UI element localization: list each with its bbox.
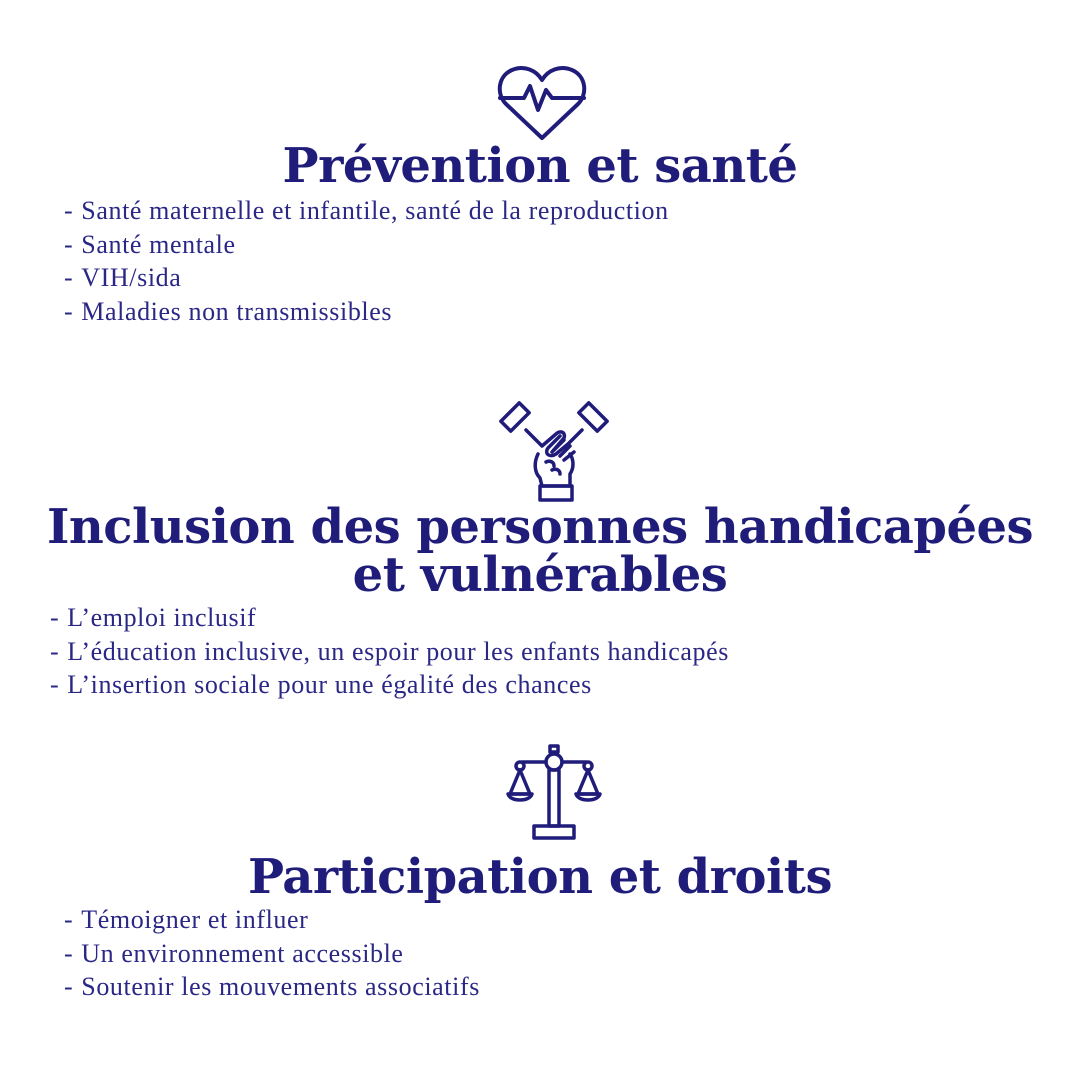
list-item: - Santé maternelle et infantile, santé de la reproduction [64, 196, 669, 225]
list-item: - Un environnement accessible [64, 938, 404, 968]
balance-scale-icon [504, 744, 604, 844]
heart-pulse-icon [496, 64, 588, 144]
list-participation [64, 903, 480, 1004]
list-item: - Santé mentale [64, 229, 236, 259]
list-item: - Témoigner et influer [64, 905, 309, 934]
list-item: - L’emploi inclusif [50, 603, 257, 632]
section-title-participation: Participation et droits [248, 849, 832, 905]
joined-hands-icon [498, 396, 610, 504]
list-item: - VIH/sida [64, 263, 182, 292]
section-title-inclusion [0, 499, 1080, 603]
section-title-prevention: Prévention et santé [282, 138, 798, 194]
list-inclusion [50, 601, 729, 702]
list-item: - Maladies non transmissibles [64, 296, 393, 326]
list-prevention [64, 194, 669, 328]
list-item: - Soutenir les mouvements associatifs [64, 972, 480, 1001]
section-title-line-1: Inclusion des personnes handicapées [46, 499, 1034, 555]
section-title-line-2: et vulnérables [352, 547, 728, 603]
list-item: - L’insertion sociale pour une égalité des chances [50, 670, 592, 699]
list-item: - L’éducation inclusive, un espoir pour les enfants handicapés [50, 636, 730, 666]
